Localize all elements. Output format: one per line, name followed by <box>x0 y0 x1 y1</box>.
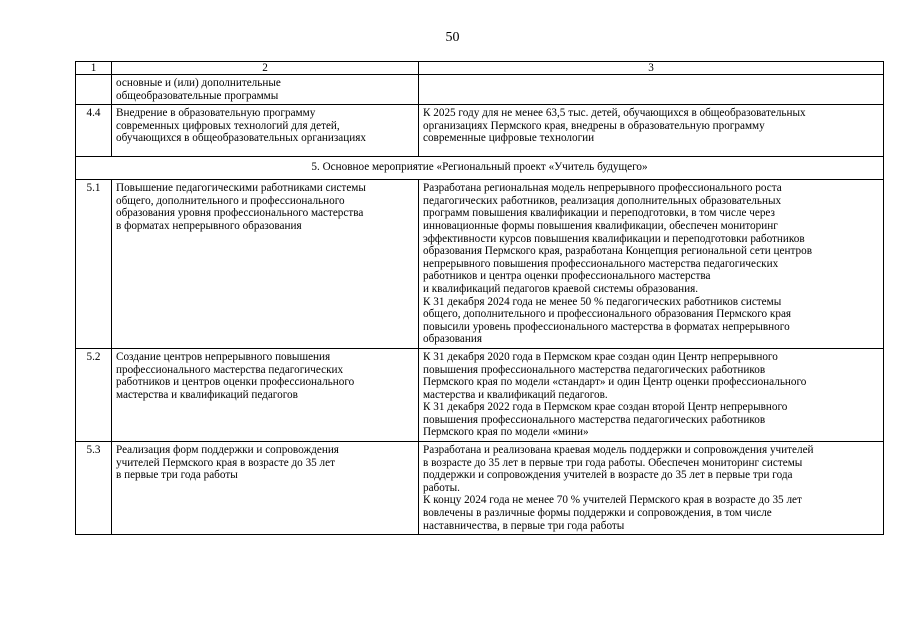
column-header: 3 <box>419 62 884 75</box>
table-row-5-3 <box>76 442 884 535</box>
row-number <box>76 75 112 105</box>
table-row-4-4 <box>76 105 884 157</box>
column-header: 2 <box>112 62 419 75</box>
measure-name: Внедрение в образовательную программу современных цифровых технологий для детей, обучающихся в общеобразовательных организациях <box>112 105 419 157</box>
table-row-5-1 <box>76 180 884 349</box>
table-header-row <box>76 62 884 75</box>
measure-result: Разработана региональная модель непрерывного профессионального роста педагогических работников, реализация дополнительных образовательных программ повышения квалификации и переподготовки, в том числе через инновационные формы повышения квалификации, обеспечен мониторинг эффективности курсов повышения квалификации и переподготовки работников образования Пермского края, разработана Концепция региональной сети центров непрерывного повышения профессионального мастерства педагогических работников и центра оценки профессионального мастерства и квалификаций педагогов краевой системы образования. К 31 декабря 2024 года не менее 50 % педагогических работников системы общего, дополнительного и профессионального образования Пермского края повысили уровень профессионального мастерства в форматах непрерывного образования <box>419 180 884 349</box>
column-header: 1 <box>76 62 112 75</box>
measure-name: Создание центров непрерывного повышения профессионального мастерства педагогических работников и центров оценки профессионального мастерства и квалификаций педагогов <box>112 348 419 441</box>
measure-result: К 31 декабря 2020 года в Пермском крае создан один Центр непрерывного повышения профессионального мастерства педагогических работников Пермского края по модели «стандарт» и один Центр оценки профессионального мастерства и квалификаций педагогов. К 31 декабря 2022 года в Пермском крае создан второй Центр непрерывного повышения профессионального мастерства педагогических работников Пермского края по модели «мини» <box>419 348 884 441</box>
measure-result: К 2025 году для не менее 63,5 тыс. детей, обучающихся в общеобразовательных организациях Пермского края, внедрены в образовательную программу современные цифровые технологии <box>419 105 884 157</box>
section-title: 5. Основное мероприятие «Региональный проект «Учитель будущего» <box>76 157 884 180</box>
table-row-continued <box>76 75 884 105</box>
table-row-5-2 <box>76 348 884 441</box>
measure-result: Разработана и реализована краевая модель поддержки и сопровождения учителей в возрасте до 35 лет в первые три года работы. Обеспечен мониторинг системы поддержки и сопровождения учителей в возрасте до 35 лет в первые три года работы. К концу 2024 года не менее 70 % учителей Пермского края в возрасте до 35 лет вовлечены в различные формы поддержки и сопровождения, в том числе наставничества, в первые три года работы <box>419 442 884 535</box>
measure-name: основные и (или) дополнительные общеобразовательные программы <box>112 75 419 105</box>
row-number: 5.1 <box>76 180 112 349</box>
measure-name: Повышение педагогическими работниками системы общего, дополнительного и профессионального образования уровня профессионального мастерства в форматах непрерывного образования <box>112 180 419 349</box>
page-number: 50 <box>445 30 460 45</box>
row-number: 4.4 <box>76 105 112 157</box>
section-row-5 <box>76 157 884 180</box>
measure-result <box>419 75 884 105</box>
measures-table <box>75 61 884 535</box>
row-number: 5.3 <box>76 442 112 535</box>
row-number: 5.2 <box>76 348 112 441</box>
measure-name: Реализация форм поддержки и сопровождения учителей Пермского края в возрасте до 35 лет в первые три года работы <box>112 442 419 535</box>
